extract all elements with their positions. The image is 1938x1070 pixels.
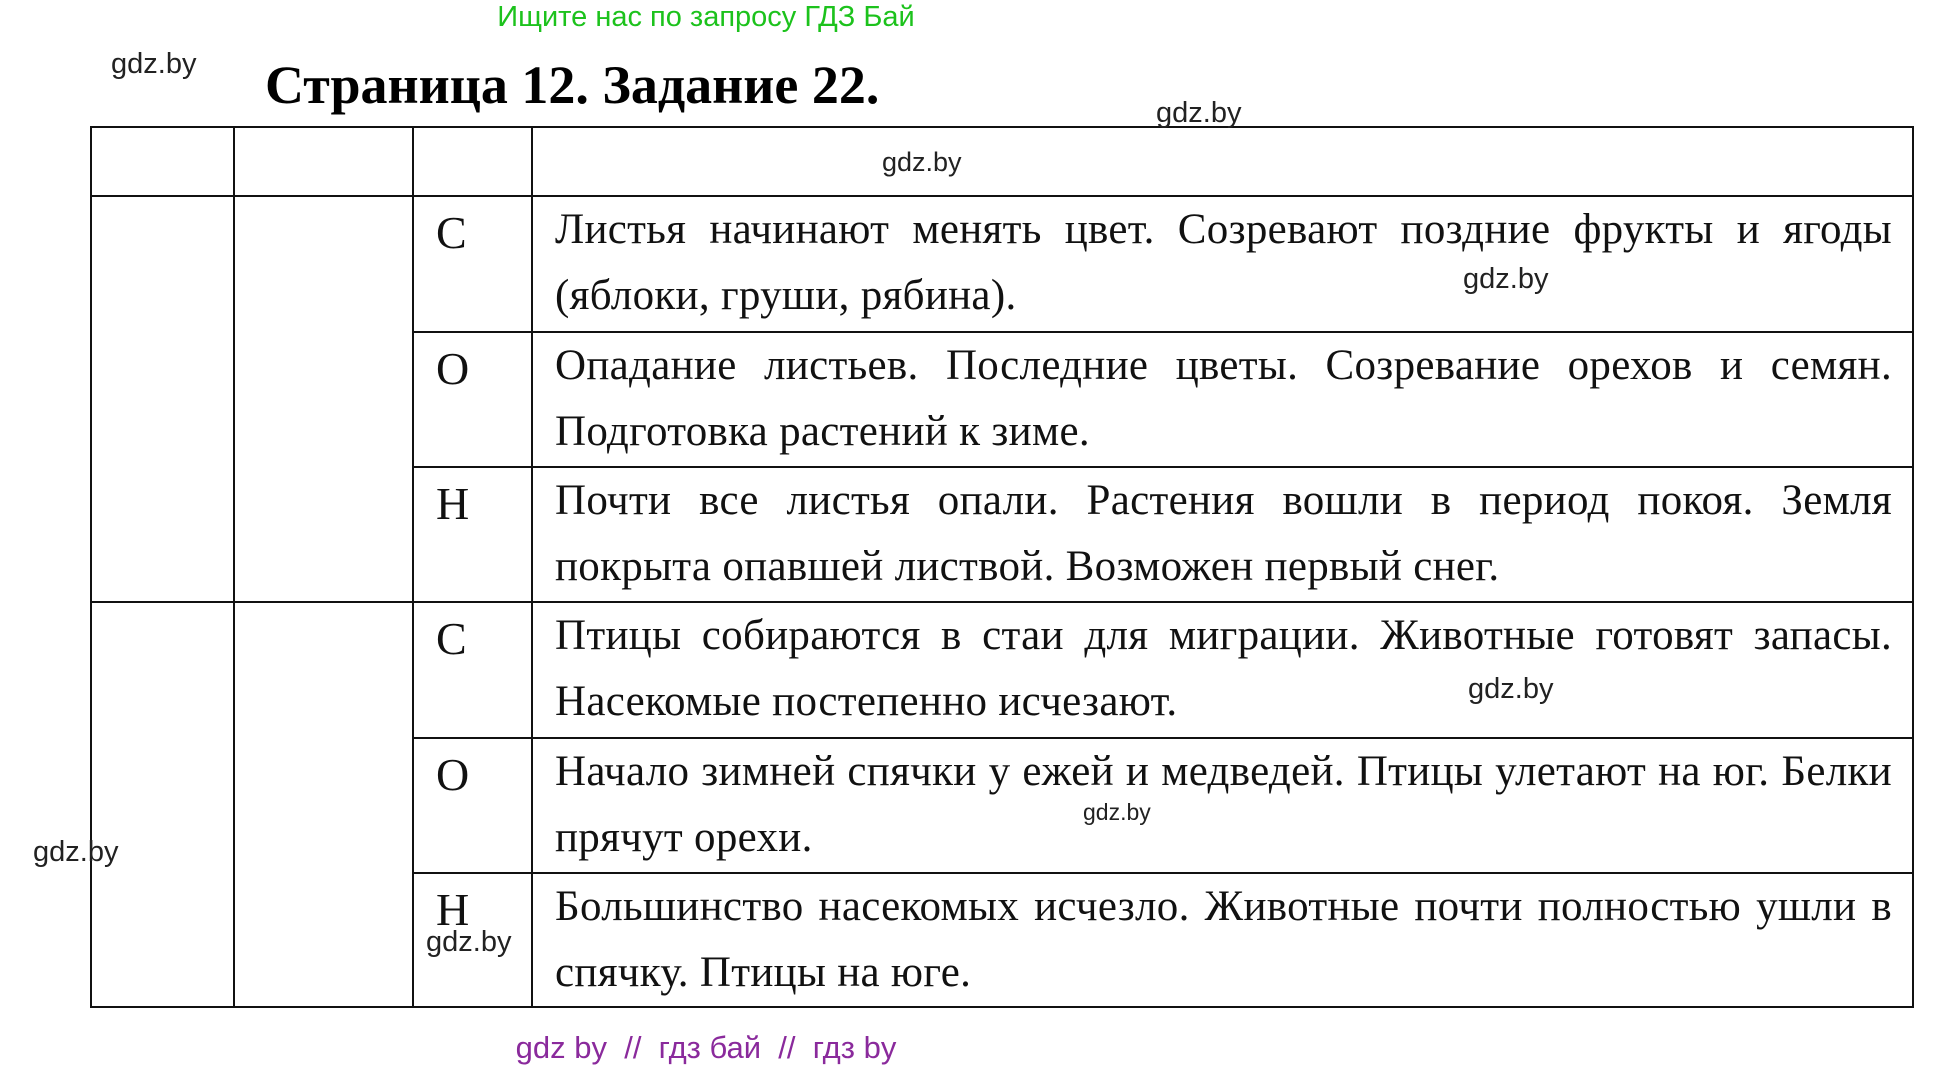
watermark: gdz.by (111, 48, 197, 80)
month-letter: Н (413, 873, 532, 1007)
watermark: gdz.by (1083, 799, 1151, 825)
header-cell (91, 127, 234, 196)
group-cell-animals (91, 602, 234, 1007)
month-letter: О (413, 332, 532, 467)
month-description: Опадание листьев. Последние цветы. Созревание орехов и семян. Подготовка растений к зиме. (532, 332, 1913, 467)
page-title: Страница 12. Задание 22. (265, 55, 880, 115)
month-description: Большинство насекомых исчезло. Животные почти полностью ушли в спячку. Птицы на юге. (532, 873, 1913, 1007)
header-cell (532, 127, 1913, 196)
footer-links: gdz by // гдз бай // гдз by (515, 1030, 897, 1065)
group-cell-plants (91, 196, 234, 602)
month-description: Листья начинают менять цвет. Созревают поздние фрукты и ягоды (яблоки, груши, рябина). (532, 196, 1913, 332)
group-cell-plants-detail (234, 196, 413, 602)
month-letter: С (413, 196, 532, 332)
group-cell-animals-detail (234, 602, 413, 1007)
table-row (91, 602, 1913, 738)
watermark: gdz.by (1463, 263, 1549, 295)
top-banner: Ищите нас по запросу ГДЗ Бай (497, 1, 915, 33)
watermark: gdz.by (882, 147, 962, 177)
month-description: Птицы собираются в стаи для миграции. Животные готовят запасы. Насекомые постепенно исчезают. (532, 602, 1913, 738)
table-header-row (91, 127, 1913, 196)
watermark: gdz.by (33, 836, 119, 868)
watermark: gdz.by (426, 926, 512, 958)
watermark: gdz.by (1468, 673, 1554, 705)
header-cell (413, 127, 532, 196)
table-row (91, 196, 1913, 332)
task-table (90, 126, 1914, 1008)
header-cell (234, 127, 413, 196)
month-description: Начало зимней спячки у ежей и медведей. Птицы улетают на юг. Белки прячут орехи. (532, 738, 1913, 873)
month-letter: О (413, 738, 532, 873)
month-letter: Н (413, 467, 532, 602)
watermark: gdz.by (1156, 97, 1242, 129)
month-description: Почти все листья опали. Растения вошли в период покоя. Земля покрыта опавшей листвой. Возможен первый снег. (532, 467, 1913, 602)
month-letter: С (413, 602, 532, 738)
